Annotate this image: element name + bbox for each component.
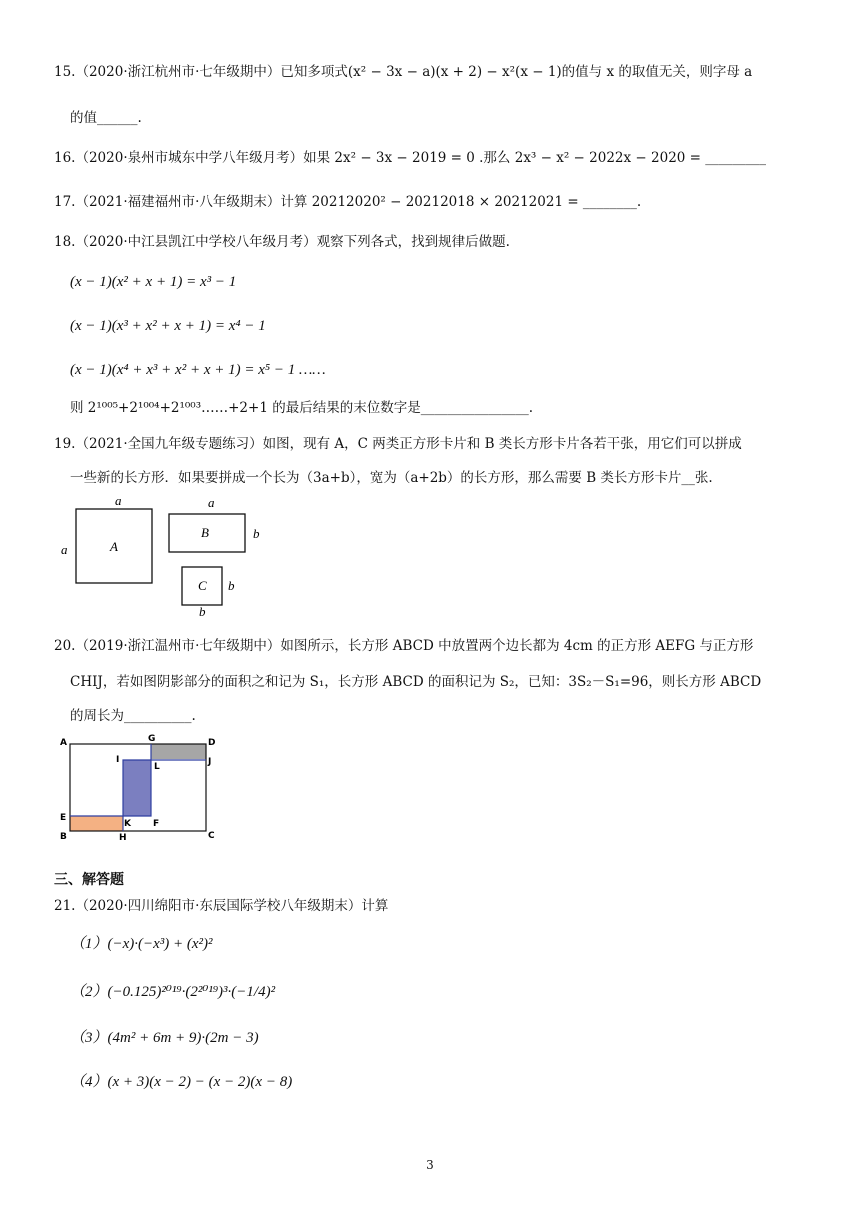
- q19-label-b-right: b: [253, 526, 260, 541]
- q16-line1: 16.（2020·泉州市城东中学八年级月考）如果 2x² − 3x − 2019 = 0 .那么 2x³ − x² − 2022x − 2020 = _________: [54, 150, 767, 166]
- label-G: G: [148, 734, 156, 744]
- shade-gray: [151, 744, 206, 759]
- q21-part1: （1）(−x)·(−x³) + (x²)²: [70, 936, 213, 952]
- q19-label-c-right: b: [228, 578, 235, 593]
- label-C: C: [208, 831, 215, 841]
- q18-eq3: (x − 1)(x⁴ + x³ + x² + x + 1) = x⁵ − 1 ……: [70, 362, 326, 378]
- q21-line1: 21.（2020·四川绵阳市·东辰国际学校八年级期末）计算: [54, 898, 389, 914]
- q15-line1: 15.（2020·浙江杭州市·七年级期中）已知多项式(x² − 3x − a)(x + 2) − x²(x − 1)的值与 x 的取值无关，则字母 a: [54, 64, 753, 80]
- label-B: B: [60, 832, 67, 842]
- section-heading: 三、解答题: [54, 872, 124, 888]
- q18-line1: 18.（2020·中江县凯江中学校八年级月考）观察下列各式，找到规律后做题.: [54, 234, 510, 250]
- q20-line1: 20.（2019·浙江温州市·七年级期中）如图所示，长方形 ABCD 中放置两个边长都为 4cm 的正方形 AEFG 与正方形: [54, 638, 754, 654]
- q18-final: 则 2¹⁰⁰⁵+2¹⁰⁰⁴+2¹⁰⁰³……+2+1 的最后结果的末位数字是________________.: [70, 400, 534, 416]
- q19-label-a-left: a: [61, 542, 68, 557]
- q20-line2: CHIJ，若如图阴影部分的面积之和记为 S₁，长方形 ABCD 的面积记为 S₂，已知：3S₂－S₁=96，则长方形 ABCD: [70, 674, 762, 690]
- q19-label-B: B: [201, 525, 209, 540]
- label-F: F: [153, 819, 160, 829]
- q17-line1: 17.（2021·福建福州市·八年级期末）计算 20212020² − 20212018 × 20212021 = ________.: [54, 194, 642, 210]
- label-A: A: [60, 738, 67, 748]
- q21-part2: （2）(−0.125)²⁰¹⁹·(2²⁰¹⁹)³·(−1/4)²: [70, 984, 276, 1000]
- shade-purple: [123, 760, 151, 816]
- label-J: J: [208, 757, 212, 767]
- q18-eq1: (x − 1)(x² + x + 1) = x³ − 1: [70, 274, 237, 290]
- q20-figure: [58, 732, 222, 842]
- label-I: I: [116, 755, 120, 765]
- label-E: E: [60, 813, 67, 823]
- label-D: D: [208, 738, 216, 748]
- q19-line1: 19.（2021·全国九年级专题练习）如图，现有 A，C 两类正方形卡片和 B 类长方形卡片各若干张，用它们可以拼成: [54, 436, 742, 452]
- q19-line2: 一些新的长方形．如果要拼成一个长为（3a+b），宽为（a+2b）的长方形，那么需要 B 类长方形卡片__张.: [70, 470, 713, 486]
- q19-label-b-top: a: [208, 495, 215, 510]
- q19-label-A: A: [110, 539, 118, 554]
- q21-part3: （3）(4m² + 6m + 9)·(2m − 3): [70, 1030, 259, 1046]
- page-number: 3: [426, 1158, 434, 1172]
- q20-line3: 的周长为__________.: [70, 708, 196, 724]
- q19-label-a-top: a: [115, 493, 122, 508]
- q19-figure: [58, 492, 278, 618]
- label-L: L: [154, 762, 160, 772]
- label-H: H: [119, 833, 127, 842]
- q15-line2: 的值______.: [70, 110, 142, 126]
- q21-part4: （4）(x + 3)(x − 2) − (x − 2)(x − 8): [70, 1074, 293, 1090]
- q19-label-c-bottom: b: [199, 604, 206, 618]
- q19-label-C: C: [198, 578, 207, 593]
- label-K: K: [124, 819, 131, 829]
- q18-eq2: (x − 1)(x³ + x² + x + 1) = x⁴ − 1: [70, 318, 266, 334]
- shade-orange: [70, 816, 123, 831]
